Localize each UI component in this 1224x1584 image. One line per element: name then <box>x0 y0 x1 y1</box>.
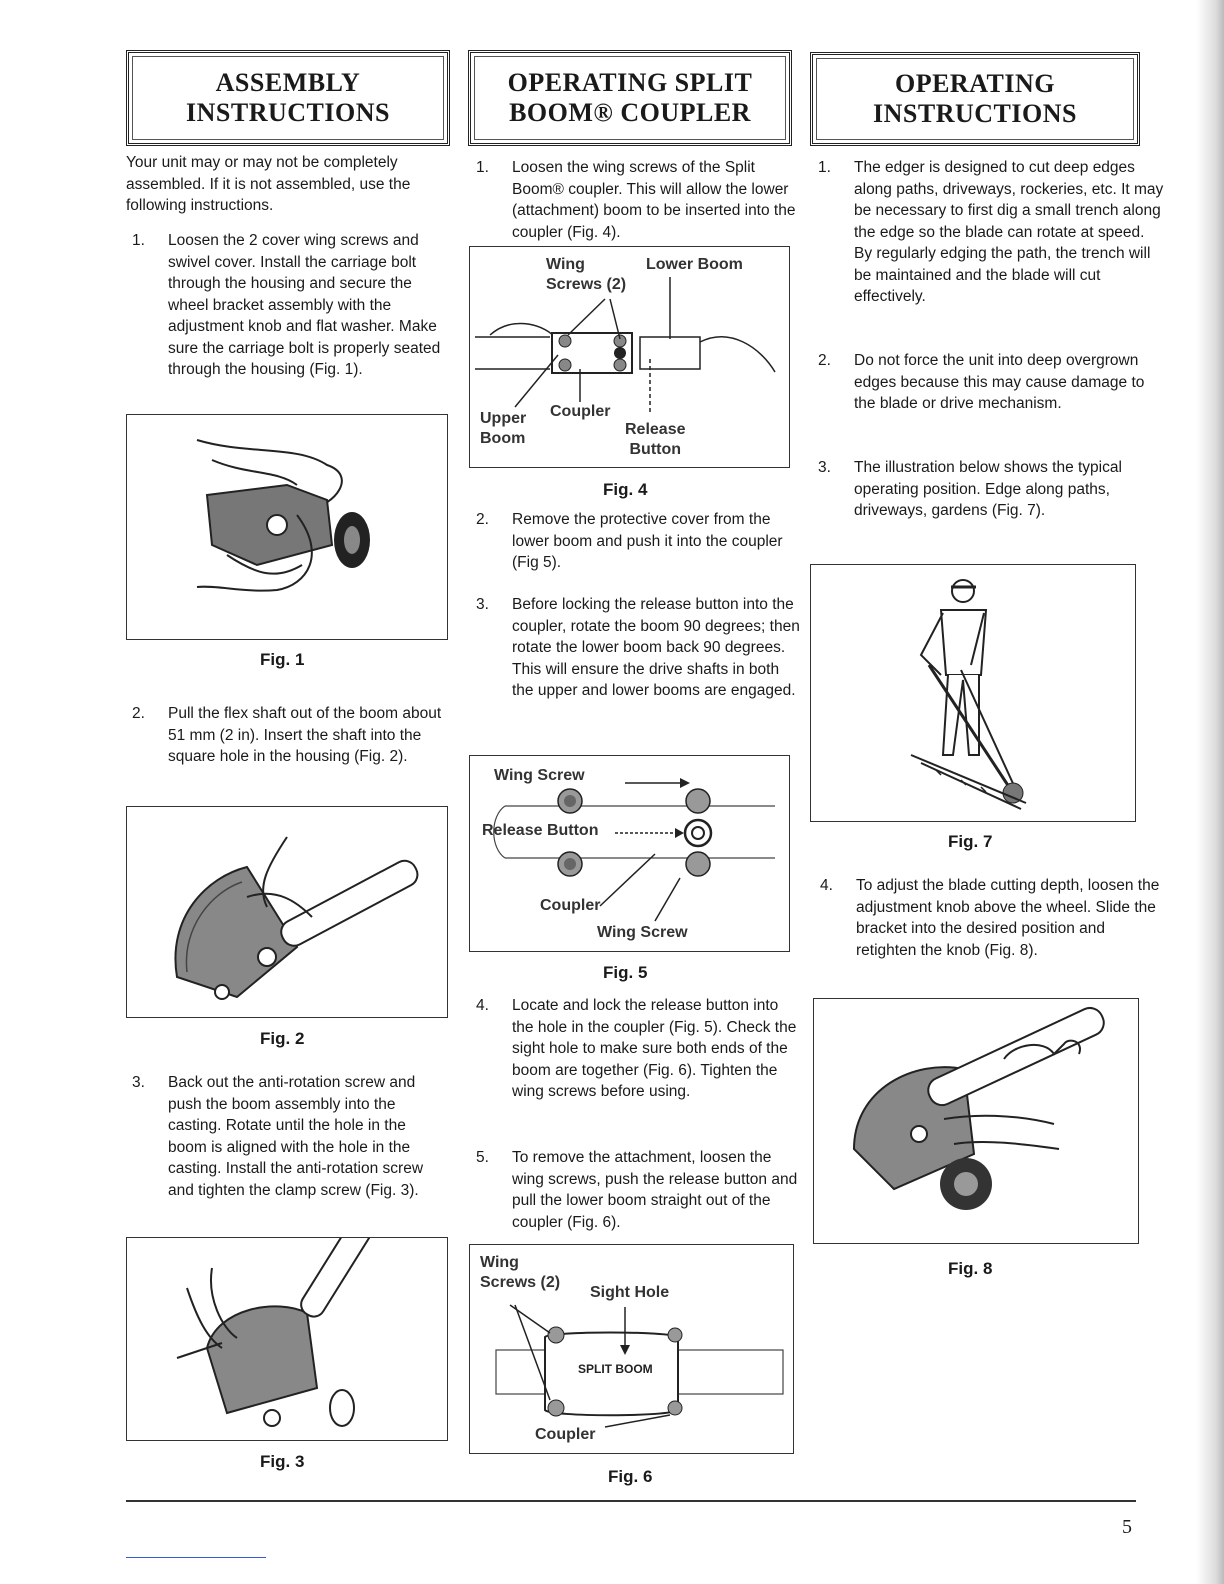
fig4-coupler-label: Coupler <box>550 403 611 420</box>
step-number: 1. <box>132 232 145 249</box>
footer-rule <box>126 1500 1136 1502</box>
coupler-header <box>468 50 792 146</box>
step-text: To remove the attachment, loosen the wing screws, push the release button and pull the lower boom straight out of the coupler (Fig. 6). <box>512 1149 798 1231</box>
blade-depth-adjust-drawing <box>814 999 1138 1243</box>
fig5-wing-screw-bottom-label: Wing Screw <box>597 924 688 941</box>
fig6-coupler-label: Coupler <box>535 1426 596 1443</box>
fig3-caption: Fig. 3 <box>260 1452 305 1471</box>
fig6-brand-label: SPLIT BOOM <box>578 1362 653 1376</box>
step-text: To adjust the blade cutting depth, loosen the adjustment knob above the wheel. Slide the bracket into the desired position and retighten the knob (Fig. 8). <box>856 877 1160 959</box>
coupler-step-5 <box>476 1147 802 1233</box>
fig6-sight-hole-label: Sight Hole <box>590 1284 670 1301</box>
operating-header-line1: OPERATING <box>894 69 1055 98</box>
fig2-illustration <box>126 806 448 1018</box>
anti-rotation-screw-drawing <box>127 1238 447 1440</box>
fig5-coupler-label: Coupler <box>540 897 601 914</box>
operating-step-2 <box>818 350 1166 415</box>
step-number: 4. <box>820 877 833 894</box>
step-number: 2. <box>132 705 145 722</box>
coupler-step-3 <box>476 594 802 702</box>
step-text: Loosen the 2 cover wing screws and swivel cover. Install the carriage bolt through the housing and secure the wheel bracket assembly with the adjustment knob and flat washer. Make sure the carriage bolt is properly seated through the housing (Fig. 1). <box>168 232 441 378</box>
operating-step-3 <box>818 457 1166 522</box>
step-text: Back out the anti-rotation screw and push the boom assembly into the casting. Rotate until the hole in the boom is aligned with the hole in the casting. Install the anti-rotation screw and tighten the clamp screw (Fig. 3). <box>168 1074 424 1199</box>
assembly-header-line1: ASSEMBLY <box>215 68 361 97</box>
coupler-step-2 <box>476 509 802 574</box>
operating-step-1 <box>818 157 1166 308</box>
assembly-header <box>126 50 450 146</box>
fig5-caption: Fig. 5 <box>603 963 648 982</box>
fig4-release-button-label: Release Button <box>625 421 686 458</box>
assembly-step-3 <box>132 1072 448 1201</box>
fig1-illustration <box>126 414 448 640</box>
step-number: 3. <box>476 596 489 613</box>
footnote-rule <box>126 1557 266 1558</box>
fig8-illustration <box>813 998 1139 1244</box>
fig4-caption: Fig. 4 <box>603 480 648 499</box>
coupler-header-line2: BOOM® COUPLER <box>509 98 751 127</box>
edger-wheel-assembly-drawing <box>127 415 447 639</box>
fig6-illustration <box>469 1244 794 1454</box>
fig2-caption: Fig. 2 <box>260 1029 305 1048</box>
fig3-illustration <box>126 1237 448 1441</box>
fig6-wing-screws-label: Wing Screws (2) <box>480 1254 561 1291</box>
operating-header-line2: INSTRUCTIONS <box>873 99 1077 128</box>
assembly-step-2 <box>132 703 448 768</box>
coupler-step-4 <box>476 995 802 1103</box>
assembly-step-1 <box>132 230 448 381</box>
step-number: 1. <box>818 159 831 176</box>
page-number: 5 <box>1122 1516 1132 1538</box>
step-text: Loosen the wing screws of the Split Boom® coupler. This will allow the lower (attachment) boom to be inserted into the coupler (Fig. 4). <box>512 159 796 241</box>
fig5-release-button-label: Release Button <box>482 822 599 839</box>
step-number: 3. <box>132 1074 145 1091</box>
step-number: 1. <box>476 159 489 176</box>
step-number: 2. <box>476 511 489 528</box>
fig1-caption: Fig. 1 <box>260 650 305 669</box>
step-text: Before locking the release button into the coupler, rotate the boom 90 degrees; then rotate the lower boom back 90 degrees. This will ensure the drive shafts in both the upper and lower booms are engaged. <box>512 596 800 699</box>
assembly-intro: Your unit may or may not be completely assembled. If it is not assembled, use the following instructions. <box>126 154 411 214</box>
step-text: Locate and lock the release button into the hole in the coupler (Fig. 5). Check the sight hole to make sure both ends of the boom are together (Fig. 6). Tighten the wing screws before using. <box>512 997 797 1100</box>
fig4-upper-boom-label: Upper Boom <box>480 410 527 447</box>
fig8-caption: Fig. 8 <box>948 1259 993 1278</box>
step-number: 4. <box>476 997 489 1014</box>
operator-edging-drawing <box>811 565 1135 821</box>
flex-shaft-insert-drawing <box>127 807 447 1017</box>
step-number: 5. <box>476 1149 489 1166</box>
fig7-illustration <box>810 564 1136 822</box>
step-text: Do not force the unit into deep overgrown edges because this may cause damage to the blade or drive mechanism. <box>854 352 1145 412</box>
fig5-illustration <box>469 755 790 952</box>
coupler-header-line1: OPERATING SPLIT <box>507 68 753 97</box>
step-text: The edger is designed to cut deep edges along paths, driveways, rockeries, etc. It may be necessary to first dig a small trench along the edge so the blade can rotate at speed. By regularly edging the path, the trench will be maintained and the blade will cut effectively. <box>854 159 1164 305</box>
fig7-caption: Fig. 7 <box>948 832 993 851</box>
fig4-lower-boom-label: Lower Boom <box>646 256 743 273</box>
step-text: Remove the protective cover from the lower boom and push it into the coupler (Fig 5). <box>512 511 783 571</box>
fig4-wing-screws-label: Wing Screws (2) <box>546 256 627 293</box>
operating-header <box>810 52 1140 146</box>
coupler-step-1 <box>476 157 802 243</box>
page-edge-shadow <box>1196 0 1224 1584</box>
step-number: 3. <box>818 459 831 476</box>
step-number: 2. <box>818 352 831 369</box>
step-text: Pull the flex shaft out of the boom about 51 mm (2 in). Insert the shaft into the square hole in the housing (Fig. 2). <box>168 705 442 765</box>
fig5-wing-screw-top-label: Wing Screw <box>494 767 585 784</box>
fig4-illustration <box>469 246 790 468</box>
fig6-caption: Fig. 6 <box>608 1467 653 1486</box>
assembly-header-line2: INSTRUCTIONS <box>186 98 390 127</box>
step-text: The illustration below shows the typical operating position. Edge along paths, driveways, gardens (Fig. 7). <box>854 459 1122 519</box>
operating-step-4 <box>820 875 1168 961</box>
